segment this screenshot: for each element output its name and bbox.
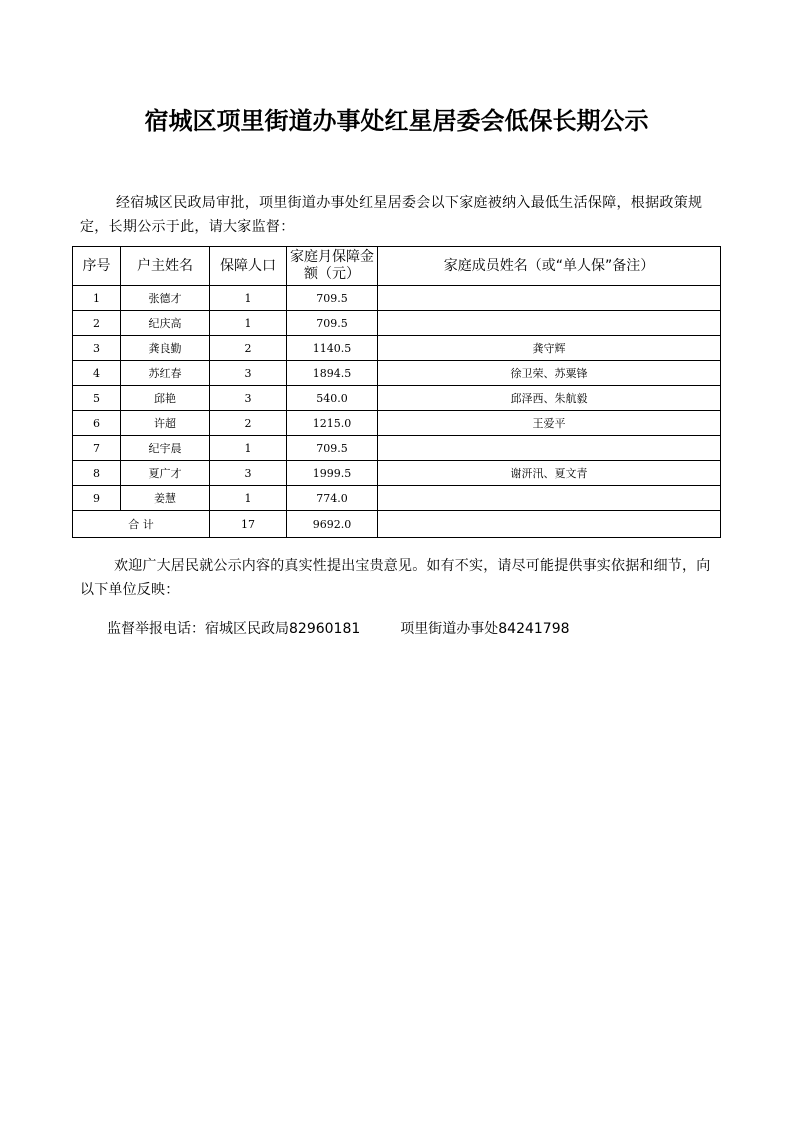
- column-header-index: 序号: [73, 247, 121, 286]
- cell-persons: 3: [210, 386, 287, 411]
- cell-persons: 1: [210, 436, 287, 461]
- total-label: 合 计: [73, 511, 210, 538]
- cell-amount: 1999.5: [287, 461, 378, 486]
- cell-members: 王爱平: [378, 411, 721, 436]
- cell-amount: 709.5: [287, 311, 378, 336]
- total-members: [378, 511, 721, 538]
- cell-index: 1: [73, 286, 121, 311]
- table-row: [73, 311, 721, 336]
- table-row: [73, 286, 721, 311]
- total-amount: 9692.0: [287, 511, 378, 538]
- cell-amount: 709.5: [287, 286, 378, 311]
- closing-paragraph: 欢迎广大居民就公示内容的真实性提出宝贵意见。如有不实，请尽可能提供事实依据和细节，向以下单位反映：: [80, 558, 711, 598]
- cell-persons: 2: [210, 411, 287, 436]
- cell-index: 5: [73, 386, 121, 411]
- cell-index: 8: [73, 461, 121, 486]
- cell-head-name: 龚良勤: [121, 336, 210, 361]
- cell-persons: 1: [210, 286, 287, 311]
- table-row: [73, 411, 721, 436]
- cell-members: [378, 436, 721, 461]
- cell-index: 4: [73, 361, 121, 386]
- cell-index: 7: [73, 436, 121, 461]
- table-row: [73, 486, 721, 511]
- table-row: [73, 336, 721, 361]
- cell-head-name: 张德才: [121, 286, 210, 311]
- table-row: [73, 436, 721, 461]
- cell-head-name: 许超: [121, 411, 210, 436]
- column-header-head-name: 户主姓名: [121, 247, 210, 286]
- cell-head-name: 纪庆高: [121, 311, 210, 336]
- cell-members: [378, 311, 721, 336]
- cell-members: 邱泽西、朱航毅: [378, 386, 721, 411]
- cell-index: 9: [73, 486, 121, 511]
- table-row: [73, 386, 721, 411]
- cell-index: 2: [73, 311, 121, 336]
- cell-amount: 1140.5: [287, 336, 378, 361]
- cell-amount: 1894.5: [287, 361, 378, 386]
- cell-amount: 774.0: [287, 486, 378, 511]
- intro-paragraph: 经宿城区民政局审批，项里街道办事处红星居委会以下家庭被纳入最低生活保障，根据政策规定，长期公示于此，请大家监督：: [80, 195, 703, 235]
- cell-members: 谢汧汛、夏文青: [378, 461, 721, 486]
- cell-index: 6: [73, 411, 121, 436]
- cell-index: 3: [73, 336, 121, 361]
- cell-amount: 1215.0: [287, 411, 378, 436]
- table-header-row: [73, 247, 721, 286]
- column-header-members: 家庭成员姓名（或“单人保”备注）: [378, 247, 721, 286]
- cell-members: 龚守辉: [378, 336, 721, 361]
- cell-persons: 1: [210, 486, 287, 511]
- total-persons: 17: [210, 511, 287, 538]
- cell-head-name: 夏广才: [121, 461, 210, 486]
- document-title: 宿城区项里街道办事处红星居委会低保长期公示: [144, 107, 649, 135]
- street-office-hotline: 项里街道办事处84241798: [400, 621, 570, 637]
- cell-head-name: 姜慧: [121, 486, 210, 511]
- cell-head-name: 苏红春: [121, 361, 210, 386]
- cell-members: [378, 286, 721, 311]
- table-row: [73, 461, 721, 486]
- cell-head-name: 纪宇晨: [121, 436, 210, 461]
- cell-persons: 3: [210, 461, 287, 486]
- civil-affairs-hotline: 监督举报电话：宿城区民政局82960181: [107, 621, 361, 637]
- cell-head-name: 邱艳: [121, 386, 210, 411]
- cell-persons: 3: [210, 361, 287, 386]
- contact-line: [107, 617, 570, 641]
- cell-persons: 1: [210, 311, 287, 336]
- benefit-roster-table: [72, 246, 721, 538]
- cell-persons: 2: [210, 336, 287, 361]
- cell-amount: 709.5: [287, 436, 378, 461]
- cell-members: [378, 486, 721, 511]
- column-header-persons: 保障人口: [210, 247, 287, 286]
- total-row: [73, 511, 721, 538]
- column-header-amount: 家庭月保障金额（元）: [287, 247, 378, 286]
- table-row: [73, 361, 721, 386]
- cell-amount: 540.0: [287, 386, 378, 411]
- cell-members: 徐卫荣、苏粟锋: [378, 361, 721, 386]
